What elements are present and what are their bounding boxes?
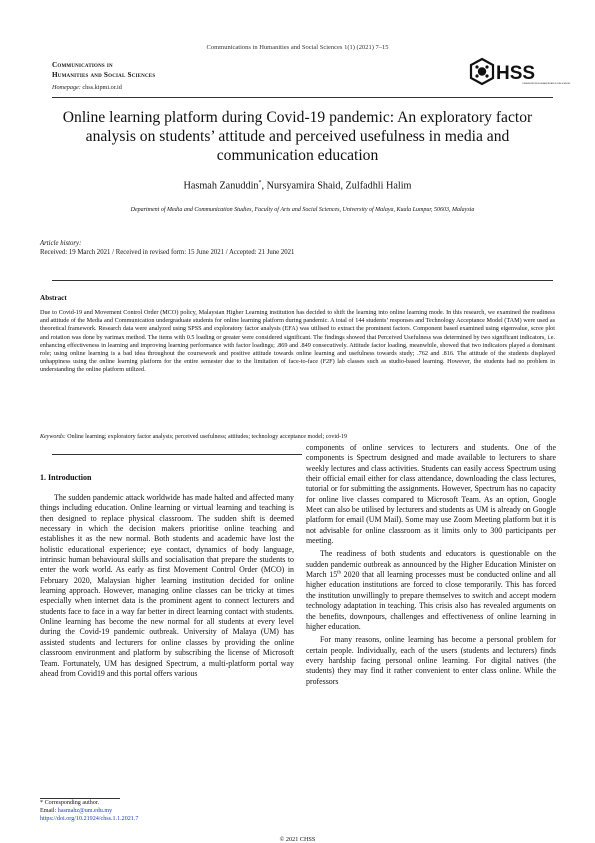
journal-name: [52, 60, 155, 80]
chss-logo-icon: [466, 57, 571, 93]
email-label: Email:: [40, 807, 57, 814]
left-column: [40, 493, 294, 679]
history-label: Article history:: [40, 240, 82, 247]
corresponding-mark: *: [258, 180, 262, 186]
logo-text: HSS: [496, 63, 536, 84]
ordinal-suffix: th: [337, 570, 342, 576]
affiliation: Department of Media and Communication Studies, Faculty of Arts and Social Sciences, University of Malaya, Kuala Lumpur, 50603, Malaysia: [130, 207, 475, 213]
homepage-link[interactable]: chss.kipmi.or.id: [82, 84, 122, 91]
journal-name-line1: Communications in: [52, 61, 113, 69]
corresponding-author: * Corresponding author.: [40, 800, 100, 806]
chss-logo: [466, 57, 571, 93]
title-line: Online learning platform during Covid-19 pandemic: An exploratory factor: [62, 109, 533, 126]
homepage-label: Homepage:: [52, 84, 81, 91]
article-history: Received: 19 March 2021 / Received in revised form: 15 June 2021 / Accepted: 21 June 2021: [40, 249, 295, 256]
copyright: © 2021 CHSS: [279, 836, 316, 843]
paragraph-text: 2020 that all learning processes must be conducted online and all higher education institutions are forced to close temporarily. This has forced the institution unwillingly to prepare themselves to switch and accept modern technology adaptation in teaching. This crisis also has revealed arguments on the benefits, downpours, challenges and effectiveness of online learning in higher education.: [306, 570, 556, 631]
doi-link[interactable]: https://doi.org/10.21924/chss.1.1.2021.7: [40, 815, 139, 822]
footnote-rule: [40, 798, 120, 799]
journal-homepage: [52, 84, 122, 91]
body-paragraph: For many reasons, online learning has become a personal problem for certain people. Individually, each of the users (students and lecturers) finds every hardship facing personal online learning. For digital natives (the students) they may find it rather convenient to enter class online. While the professors: [306, 635, 556, 686]
keywords-list: Online learning; exploratory factor analysis; perceived usefulness; attitudes; technology acceptance model; covid-19: [67, 434, 348, 440]
body-paragraph: components of online services to lecturers and students. One of the components is Spectrum designed and made available to lecturers to share weekly lectures and class activities. Students can easily access Spectrum using their official email either for class attendance, downloading the class lectures, tutorial or for submitting the assignments. However, Spectrum has no capacity for online live classes compared to Microsoft Team. As an option, Google Meet can also be utilised by lecturers and students as UM is already on Google platform for email (UM Mail). Some may use Zoom Meeting platform but it is not advisable for online classroom as it limits only to 300 participants per meeting.: [306, 443, 556, 546]
author-first: Hasmah Zanuddin: [183, 180, 259, 192]
email-line: [40, 808, 138, 816]
running-header: Communications in Humanities and Social Sciences 1(1) (2021) 7–15: [206, 44, 389, 51]
body-paragraph: The sudden pandemic attack worldwide has made halted and affected many things including education. Online learning or virtual learning and teaching is then designed to replace physical classroom. The sudden shift is deemed necessary in which the decision makers prioritise online teaching and establishes it as the new normal. Both students and academic have lost the holistic educational experience; eye contact, dynamics of body language, intrinsic human behavioural skills and socialisation that prepare the students to enter the work world. As early as first Movement Control Order (MCO) in February 2020, Malaysian higher learning institution decided for online learning approach. However, managing online classes can be tricky at times especially when internet data is the prominent agent to connect lecturers and students face to face in a way far better in direct learning contact with students. Online learning has become the new normal for all students at every level during the Covid-19 pandemic outbreak. University of Malaya (UM) has assisted students and lecturers for online classes by providing the online classroom environment and platform by subscribing the license of Microsoft Team. Fortunately, UM has designed Spectrum, a multi-platform portal way ahead from Covid19 and this portal offers various: [40, 493, 294, 678]
header-rule: [52, 97, 553, 98]
footnote: [40, 800, 138, 823]
paragraph-text: The readiness of both students and educators is questionable on the sudden pandemic outbreak as announced by the Higher Education Minister on March 15: [306, 549, 556, 580]
keywords: [40, 434, 555, 440]
title-line: analysis on students’ attitude and perceived usefulness in media and: [85, 128, 510, 145]
right-column: [306, 443, 556, 687]
journal-name-line2: Humanities and Social Sciences: [52, 71, 156, 79]
author-rest: , Nursyamira Shaid, Zulfadhli Halim: [261, 180, 412, 192]
section-heading: 1. Introduction: [40, 473, 92, 482]
keywords-label: Keywords:: [40, 434, 66, 440]
abstract-heading: Abstract: [40, 294, 67, 302]
logo-tagline: COMMUNICATIONS IN HUMANITIES AND SOCIAL SCIENCES: [522, 83, 571, 85]
abstract-text: Due to Covid-19 and Movement Control Order (MCO) policy, Malaysian Higher Learning institution has decided to shift the learning into online learning mode. In this research, we examined the readiness and attitude of the Media and Communication undergraduate students for online learning platform during pandemic. A total of 144 students’ responses and Technology Acceptance Model (TAM) were used as theoretical framework. Research data were analyzed using SPSS and exploratory factor analysis (EFA) was utilised to extract the prominent factors. Component based examined using eigenvalue, scree plot and rotation was done by varimax method. The items with 0.5 loading or greater were considered significant. The findings showed that Perceived Usefulness was determined by two significant indicators, i.e. enhancing effectiveness in learning and improving learning performance with factor loadings; .869 and .849 consecutively. Attitude factor loading, meanwhile, showed that two indicators played a dominant role; using online learning is a bad idea throughout the coursework and positive attitude towards online learning and usefulness towards study; .762 and .816. The attitude of the students displayed unhappiness using the online learning platform for the entire semester due to the limitation of face-to-face (F2F) lab classes such as studio-based learning. However, the students had no problem in understanding the online platform utilized.: [40, 309, 555, 374]
body-top-rule: [52, 454, 302, 455]
author-list: [0, 180, 595, 191]
email-link[interactable]: hasmahz@um.edu.my: [57, 807, 113, 814]
body-paragraph: [306, 549, 556, 632]
abstract-top-rule: [52, 280, 553, 281]
title-line: communication education: [216, 147, 379, 164]
article-title: [30, 108, 565, 165]
